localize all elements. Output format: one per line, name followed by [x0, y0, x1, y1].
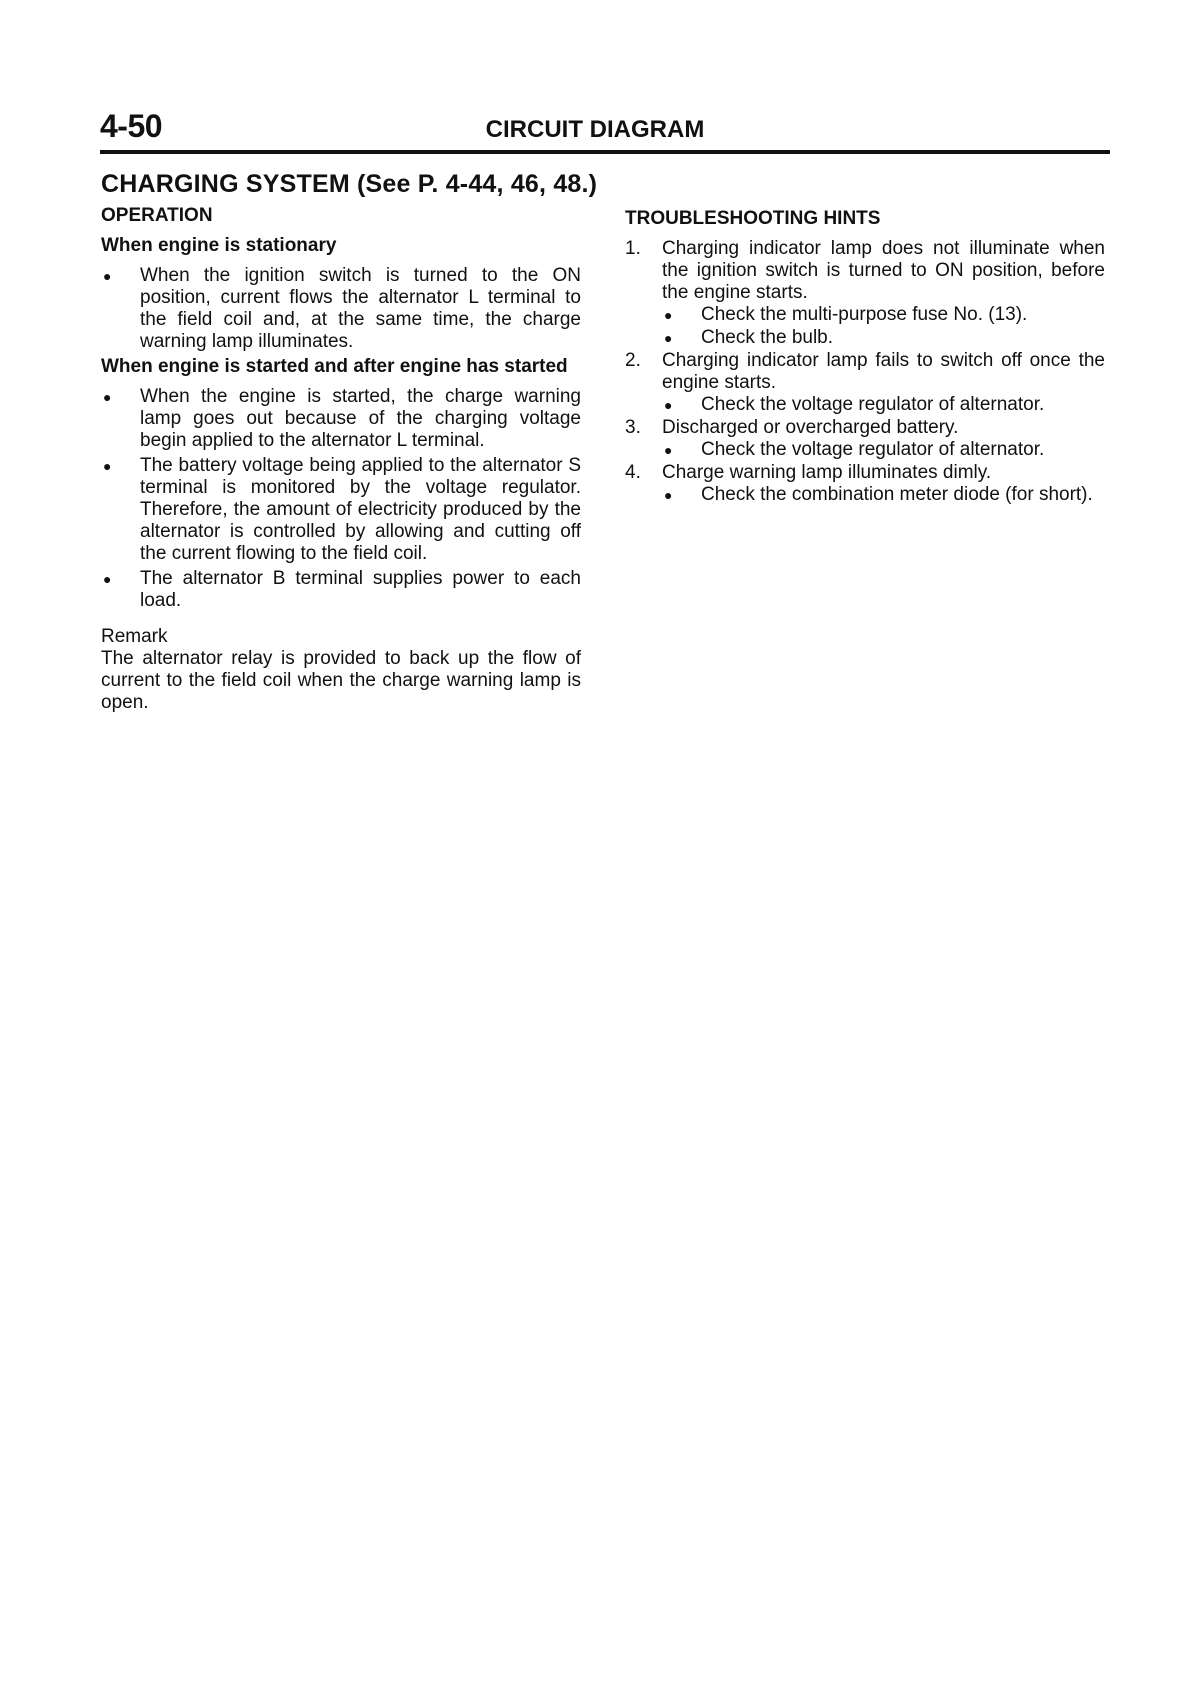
- page-number: 4-50: [100, 108, 163, 144]
- remark-label: Remark: [101, 626, 168, 647]
- list-item: [101, 265, 581, 353]
- item-text: Charging indicator lamp does not illuminate when the ignition switch is turned to ON position, before the engine starts.: [662, 238, 1105, 303]
- started-heading: When engine is started and after engine has started: [101, 356, 568, 377]
- troubleshooting-column: [625, 208, 1105, 507]
- remark-text: The alternator relay is provided to back up the flow of current to the field coil when the charge warning lamp is open.: [101, 648, 581, 713]
- operation-column: [101, 205, 581, 714]
- operation-heading: OPERATION: [101, 205, 213, 226]
- check-item: [662, 394, 1105, 416]
- check-item: [662, 484, 1105, 506]
- list-item: [101, 568, 581, 612]
- check-item: [662, 439, 1105, 461]
- bullet-text: When the engine is started, the charge warning lamp goes out because of the charging voltage begin applied to the alternator L terminal.: [140, 386, 581, 451]
- item-number: 2.: [625, 350, 641, 371]
- numbered-item: [625, 462, 1105, 484]
- numbered-item: [625, 238, 1105, 304]
- bullet-text: The alternator B terminal supplies power to each load.: [140, 568, 581, 611]
- bullet-icon: ●: [664, 330, 673, 346]
- item-number: 4.: [625, 462, 641, 483]
- item-number: 1.: [625, 238, 641, 259]
- item-text: Charging indicator lamp fails to switch off once the engine starts.: [662, 350, 1105, 393]
- header-rule: [100, 150, 1110, 154]
- check-text: Check the combination meter diode (for short).: [701, 484, 1093, 505]
- bullet-icon: ●: [103, 571, 112, 587]
- bullet-text: The battery voltage being applied to the alternator S terminal is monitored by the voltage regulator. Therefore, the amount of electricity produced by the alternator is controlled by allowing and cutting off the current flowing to the field coil.: [140, 455, 581, 564]
- stationary-heading: When engine is stationary: [101, 235, 337, 256]
- check-text: Check the voltage regulator of alternator.: [701, 439, 1045, 460]
- bullet-icon: ●: [664, 397, 673, 413]
- bullet-icon: ●: [103, 389, 112, 405]
- check-text: Check the bulb.: [701, 327, 834, 348]
- item-number: 3.: [625, 417, 641, 438]
- list-item: [101, 455, 581, 565]
- bullet-icon: ●: [664, 307, 673, 323]
- check-text: Check the voltage regulator of alternator.: [701, 394, 1045, 415]
- check-item: [662, 304, 1105, 326]
- item-text: Discharged or overcharged battery.: [662, 417, 959, 438]
- numbered-item: [625, 350, 1105, 394]
- bullet-text: When the ignition switch is turned to the ON position, current flows the alternator L terminal to the field coil and, at the same time, the charge warning lamp illuminates.: [140, 265, 581, 352]
- troubleshooting-heading: TROUBLESHOOTING HINTS: [625, 208, 881, 229]
- bullet-icon: ●: [103, 268, 112, 284]
- bullet-icon: ●: [664, 487, 673, 503]
- bullet-icon: ●: [664, 442, 673, 458]
- header-title: CIRCUIT DIAGRAM: [485, 116, 705, 143]
- list-item: [101, 386, 581, 452]
- check-text: Check the multi-purpose fuse No. (13).: [701, 304, 1028, 325]
- bullet-icon: ●: [103, 458, 112, 474]
- numbered-item: [625, 417, 1105, 439]
- check-item: [662, 327, 1105, 349]
- section-title: CHARGING SYSTEM (See P. 4-44, 46, 48.): [101, 170, 598, 198]
- item-text: Charge warning lamp illuminates dimly.: [662, 462, 992, 483]
